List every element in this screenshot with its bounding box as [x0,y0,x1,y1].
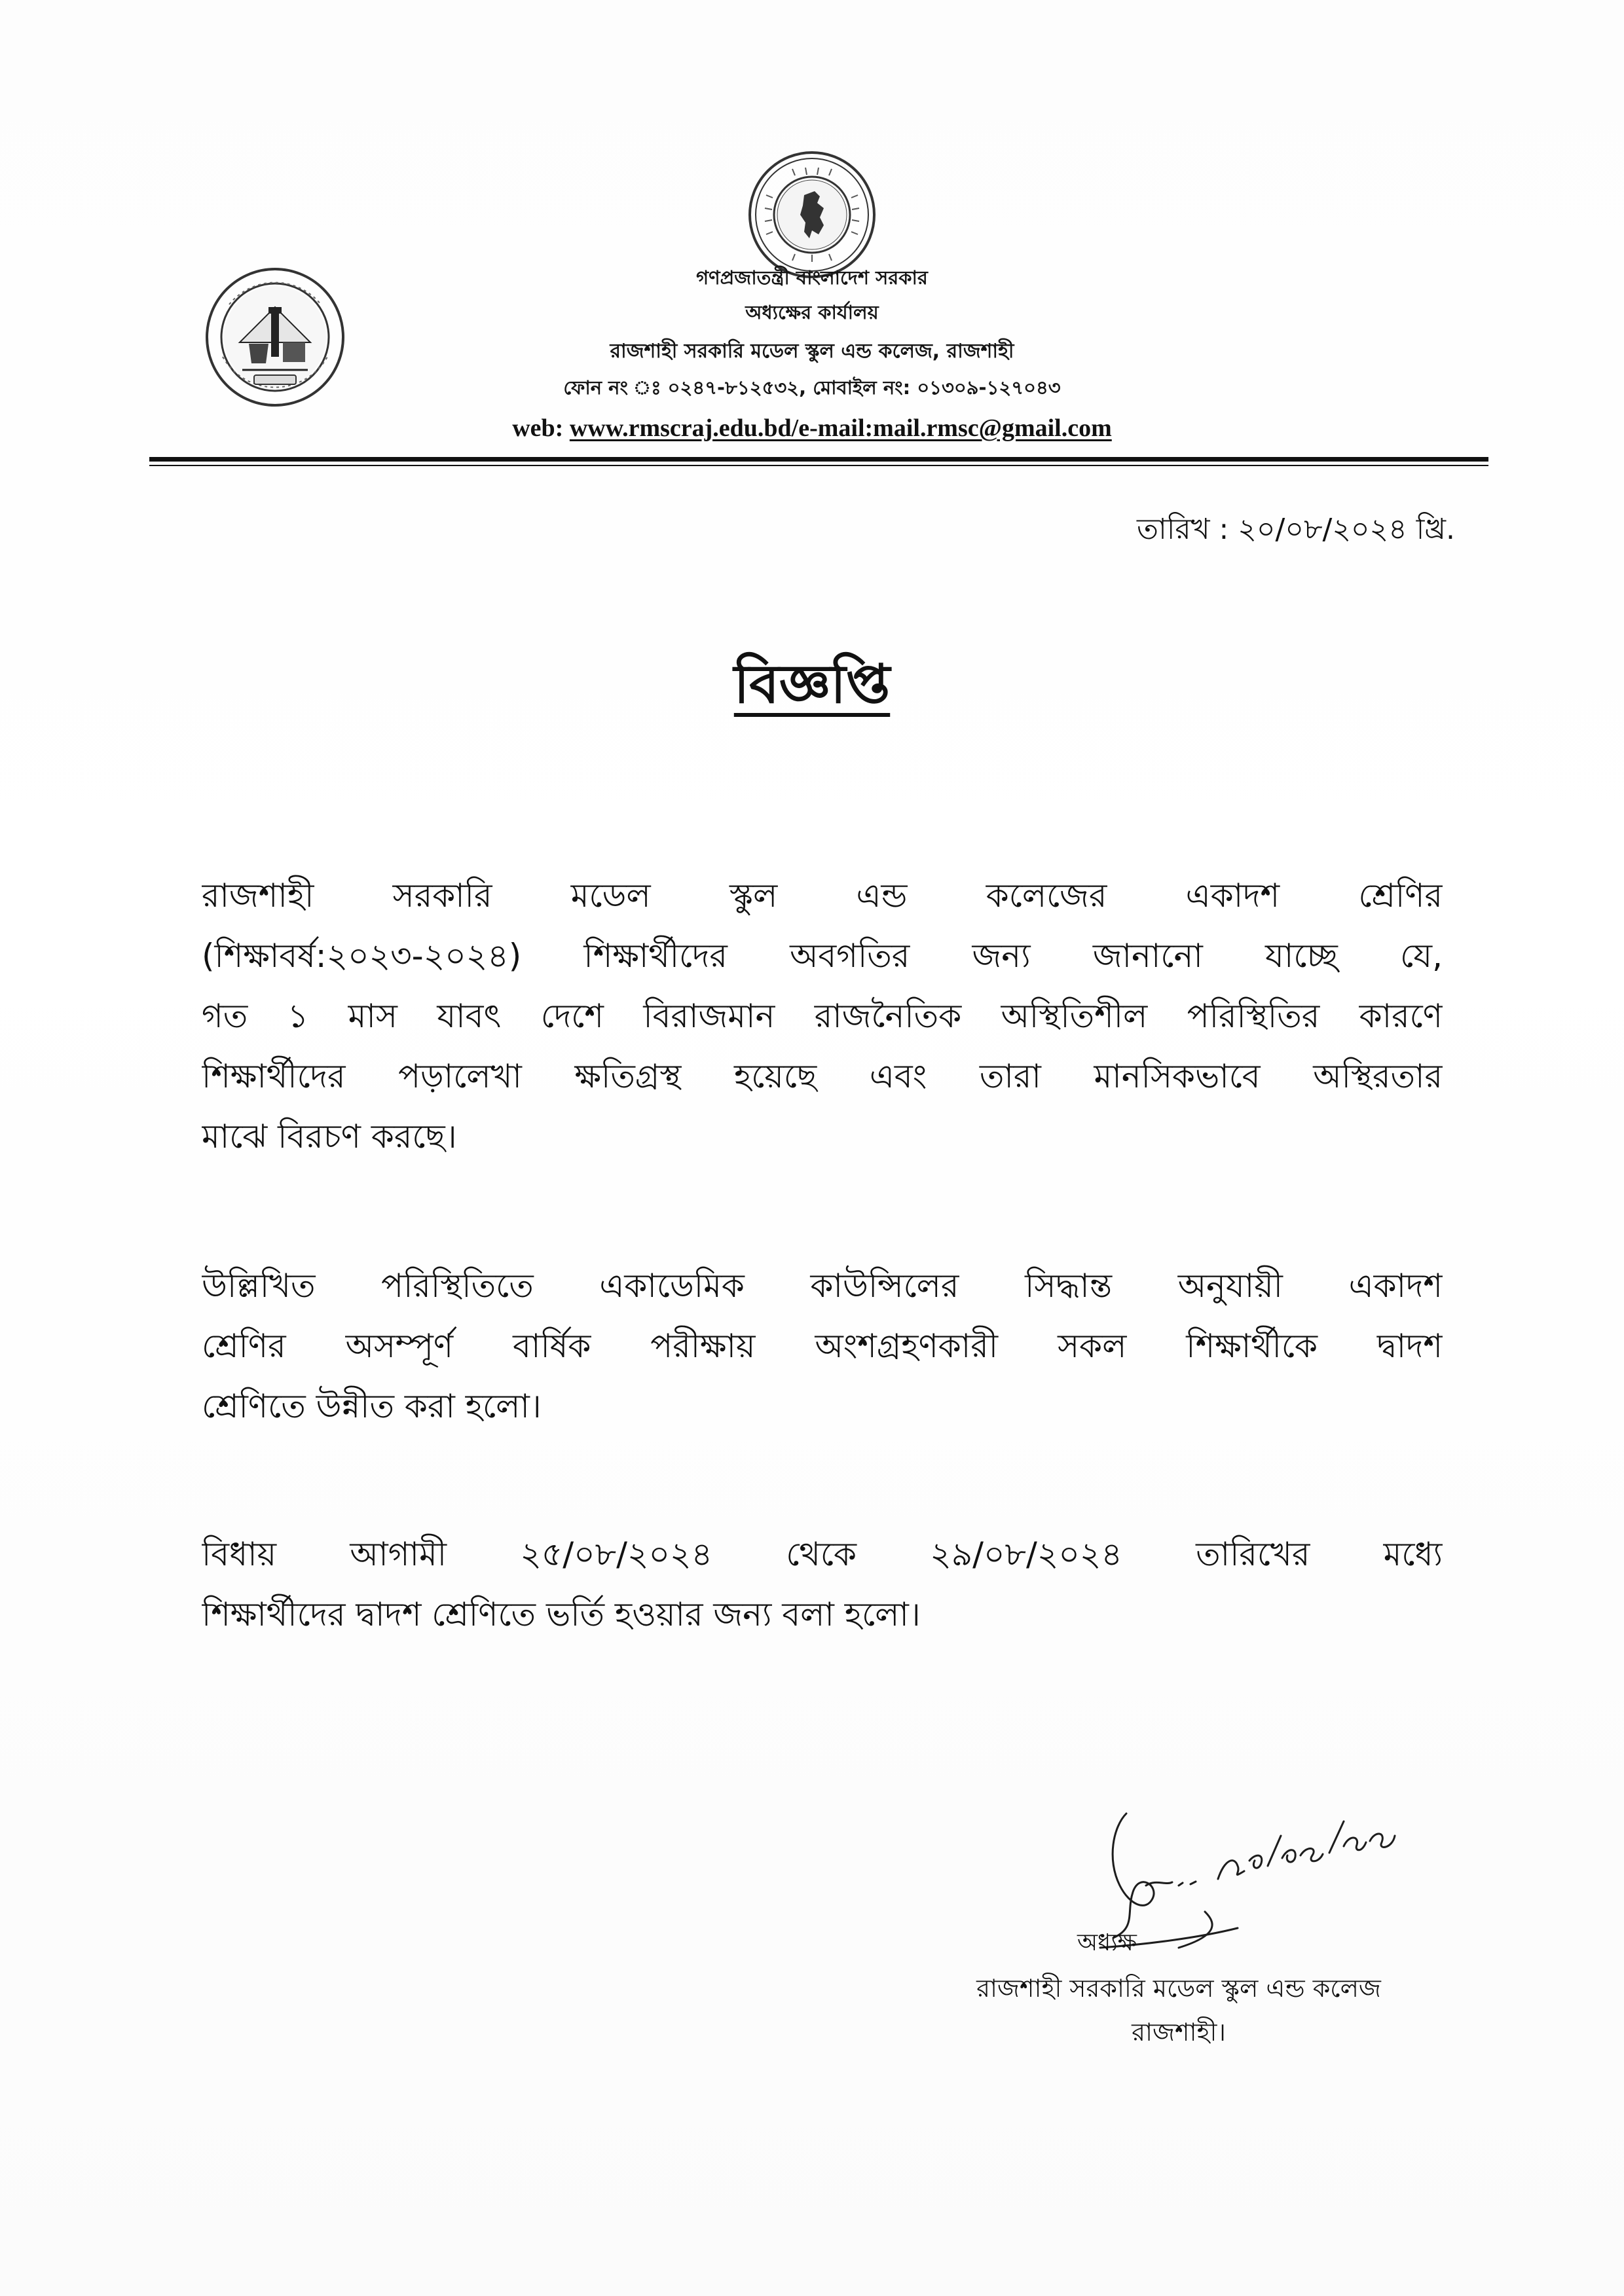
paragraph-line: শ্রেণিতে উন্নীত করা হলো। [202,1387,542,1425]
paragraph-line: গত ১ মাস যাবৎ দেশে বিরাজমান রাজনৈতিক অস্থিতিশীল পরিস্থিতির কারণে [202,997,1443,1035]
contact-line: ফোন নং ঃ ০২৪৭-৮১২৫৩২, মোবাইল নং: ০১৩০৯-১২৭০৪৩ [563,376,1061,399]
website-email-link[interactable]: www.rmscraj.edu.bd/e-mail:mail.rmsc@gmail.com [569,414,1112,442]
paragraph-line: শিক্ষার্থীদের পড়ালেখা ক্ষতিগ্রস্থ হয়েছে এবং তারা মানসিকভাবে অস্থিরতার [202,1057,1443,1095]
notice-title-text: বিজ্ঞপ্তি [733,653,891,716]
paragraph-2 [202,1256,1443,1436]
header-divider-thick [149,457,1488,462]
bangladesh-government-seal-icon [747,149,877,280]
web-label: web: [512,414,570,442]
government-heading: গণপ্রজাতন্ত্রী বাংলাদেশ সরকার [696,266,928,289]
web-line [393,414,1231,443]
paragraph-line: শিক্ষার্থীদের দ্বাদশ শ্রেণিতে ভর্তি হওয়ার জন্য বলা হলো। [202,1595,921,1633]
paragraph-1 [202,866,1443,1167]
header-divider-thin [149,465,1488,466]
signatory-title: অধ্যক্ষ [1077,1929,1137,1956]
paragraph-line: (শিক্ষাবর্ষ:২০২৩-২০২৪) শিক্ষার্থীদের অবগতির জন্য জানানো যাচ্ছে যে, [202,937,1443,975]
paragraph-line: শ্রেণির অসম্পূর্ণ বার্ষিক পরীক্ষায় অংশগ্রহণকারী সকল শিক্ষার্থীকে দ্বাদশ [202,1327,1443,1365]
notice-date: তারিখ : ২০/০৮/২০২৪ খ্রি. [1137,513,1455,546]
paragraph-line: রাজশাহী সরকারি মডেল স্কুল এন্ড কলেজের একাদশ শ্রেণির [202,877,1443,915]
notice-title [0,643,1624,733]
institution-heading: রাজশাহী সরকারি মডেল স্কুল এন্ড কলেজ, রাজশাহী [610,340,1014,363]
paragraph-line: বিধায় আগামী ২৫/০৮/২০২৪ থেকে ২৯/০৮/২০২৪ তারিখের মধ্যে [202,1535,1443,1573]
paragraph-line: মাঝে বিরচণ করছে। [202,1118,457,1156]
signatory-city: রাজশাহী। [1132,2018,1226,2047]
office-heading: অধ্যক্ষের কার্যালয় [745,301,879,323]
paragraph-line: উল্লিখিত পরিস্থিতিতে একাডেমিক কাউন্সিলের সিদ্ধান্ত অনুযায়ী একাদশ [202,1267,1443,1305]
signatory-institution: রাজশাহী সরকারি মডেল স্কুল এন্ড কলেজ [976,1974,1381,2003]
paragraph-3 [202,1524,1443,1645]
college-logo-icon [203,265,347,409]
